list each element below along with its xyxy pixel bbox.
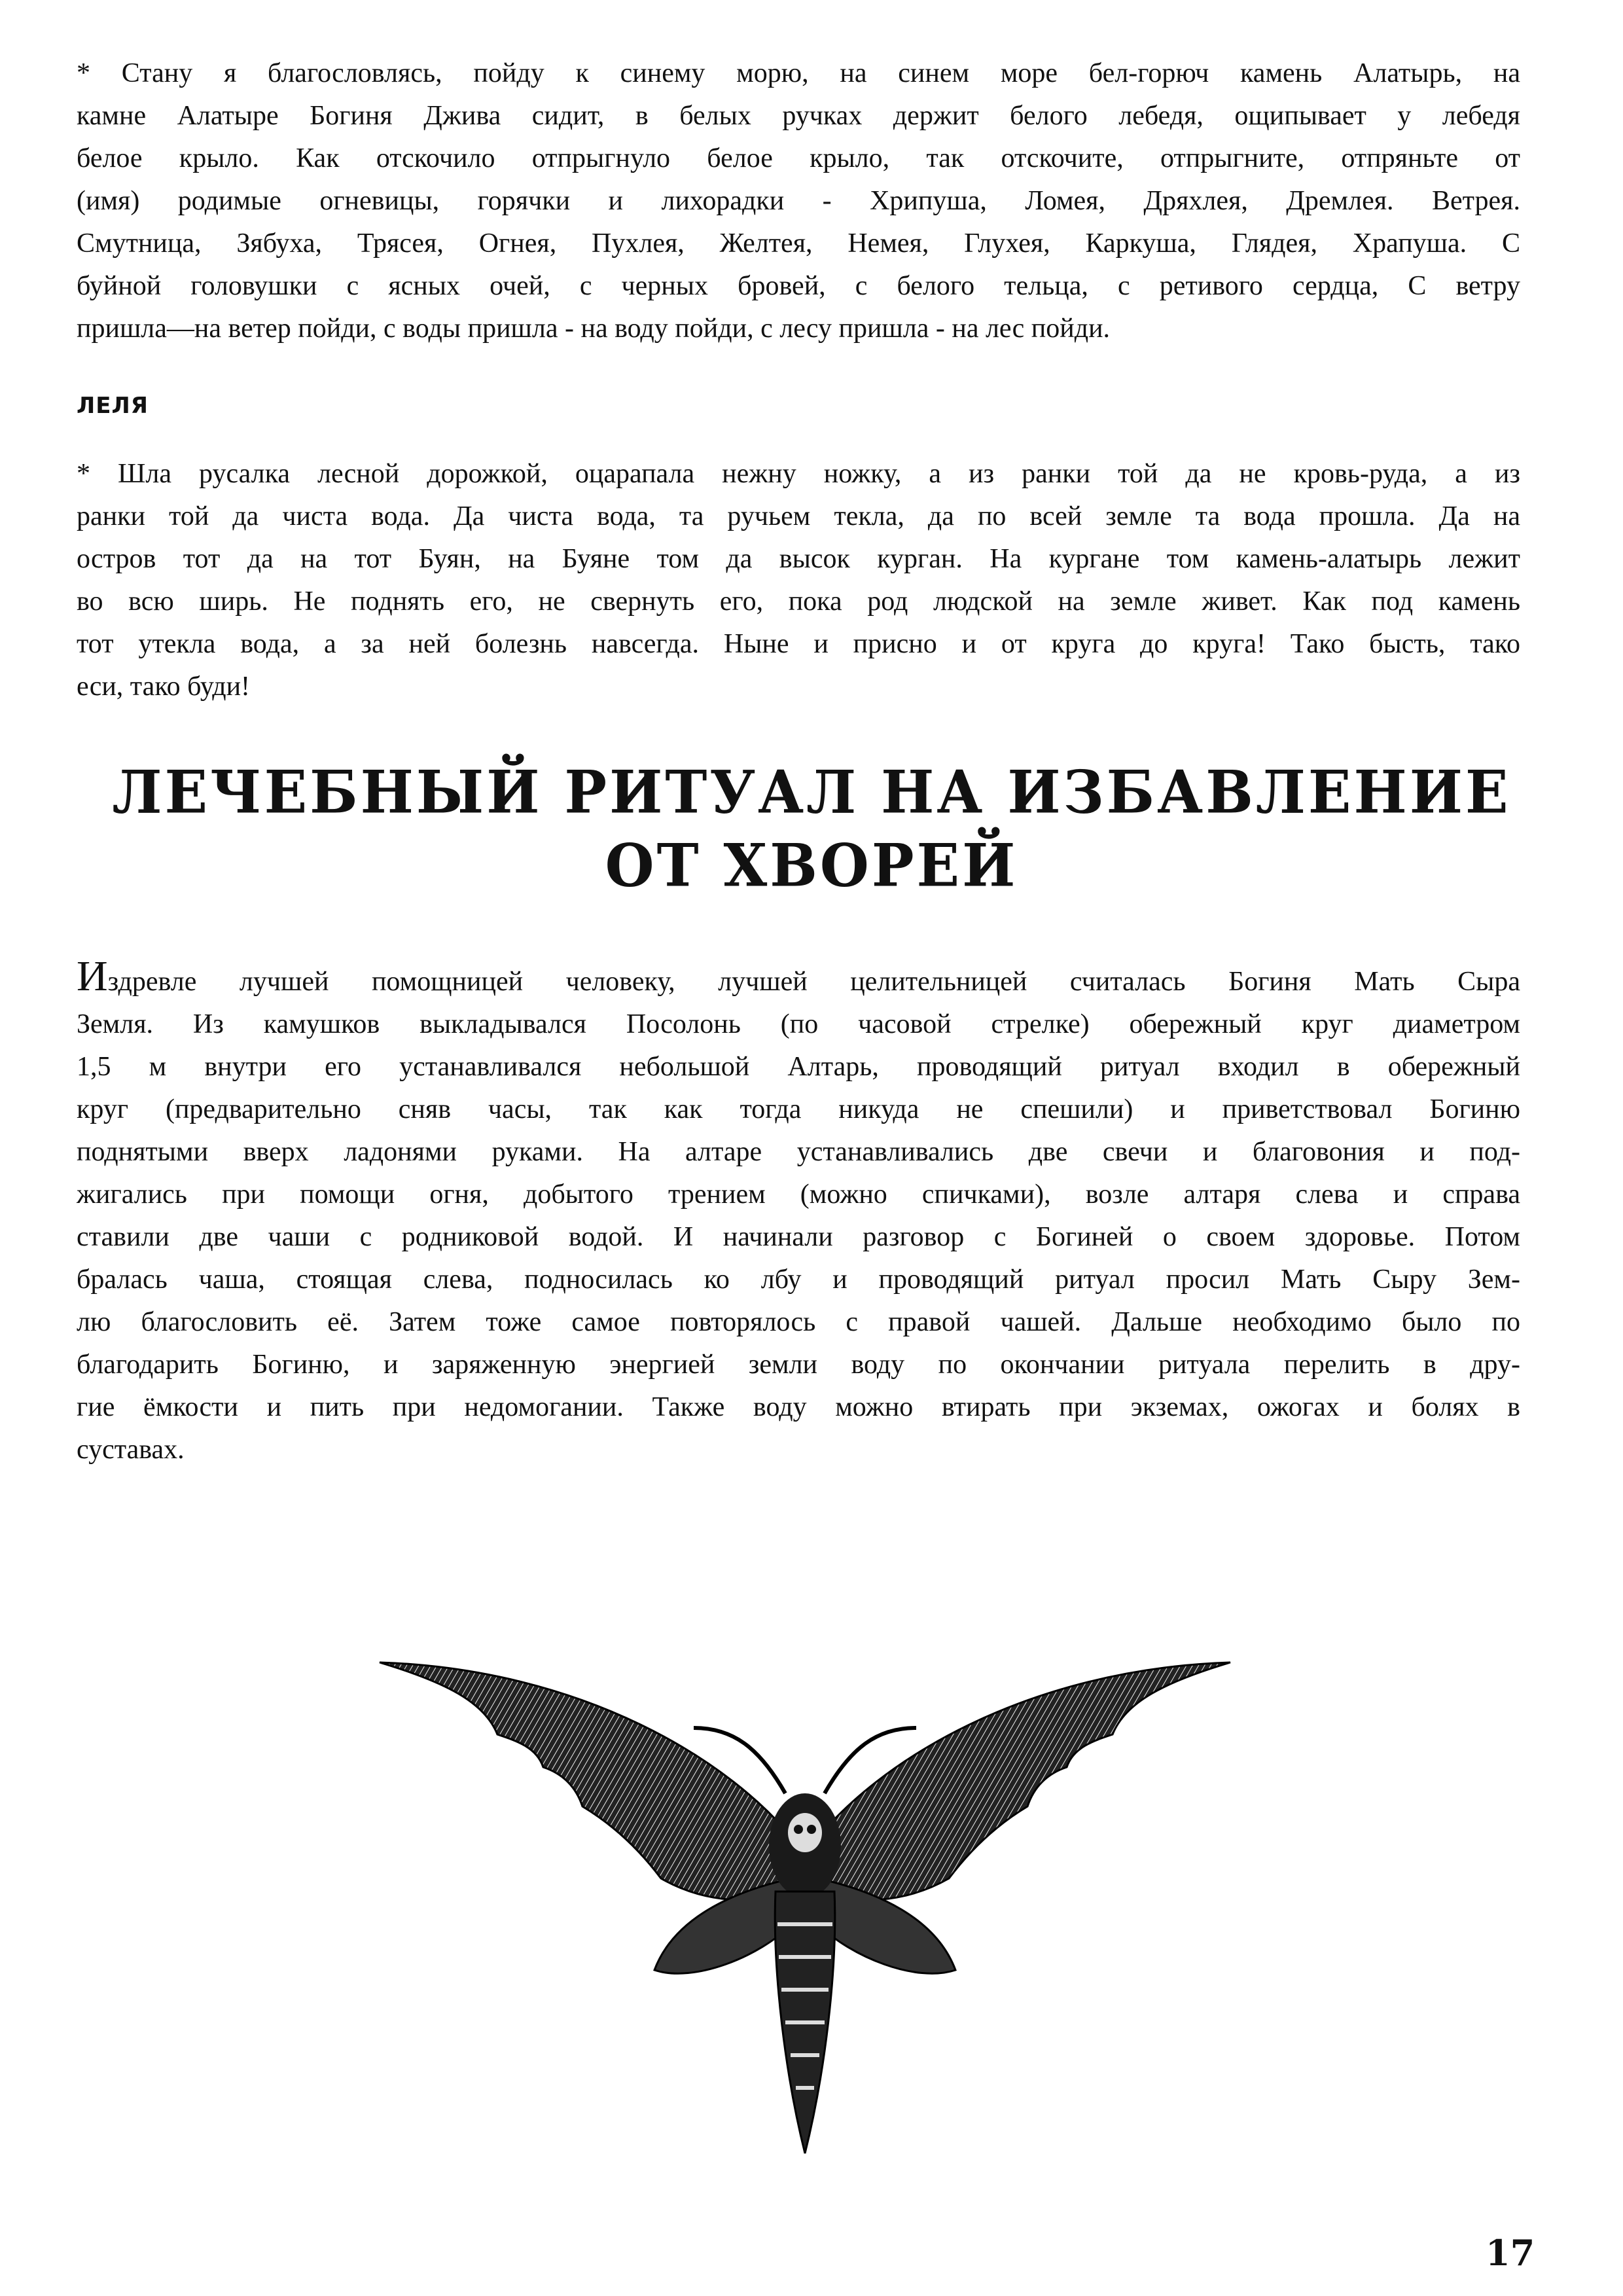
text-line: гие ёмкости и пить при недомогании. Также воду можно втирать при экземах, ожогах и болях в <box>77 1392 1520 1422</box>
text-line-first <box>77 952 1520 1003</box>
text-line: пришла—на ветер пойди, с воды пришла - на воду пойди, с лесу пришла - на лес пойди. <box>77 314 1111 344</box>
spell-paragraph-1 <box>77 52 1520 350</box>
text-line: (имя) родимые огневицы, горячки и лихорадки - Хрипуша, Ломея, Дряхлея, Дремлея. Ветрея. <box>77 186 1520 216</box>
text-line: жигались при помощи огня, добытого трением (можно спичками), возле алтаря слева и справа <box>77 1179 1520 1210</box>
text-line: поднятыми вверх ладонями руками. На алтаре устанавливались две свечи и благовония и под- <box>77 1137 1520 1167</box>
text-line: еси, тако буди! <box>77 672 251 702</box>
chapter-heading-line-1: ЛЕЧЕБНЫЙ РИТУАЛ НА ИЗБАВЛЕНИЕ <box>112 757 1511 827</box>
lelya-paragraph <box>77 453 1520 708</box>
section-title-lelya: ЛЕЛЯ <box>77 393 149 419</box>
text-line: камне Алатыре Богиня Джива сидит, в белых ручках держит белого лебедя, ощипывает у лебедя <box>77 101 1520 131</box>
text-line: буйной головушки с ясных очей, с черных бровей, с белого тельца, с ретивого сердца, С ветру <box>77 271 1520 301</box>
text-line: остров тот да на тот Буян, на Буяне том да высок курган. На кургане том камень-алатырь лежит <box>77 544 1520 574</box>
first-line-text: здревле лучшей помощницей человеку, лучшей целительницей считалась Богиня Мать Сыра <box>107 967 1520 997</box>
drop-cap: И <box>77 952 108 1000</box>
text-line: ставили две чаши с родниковой водой. И начинали разговор с Богиней о своем здоровье. Потом <box>77 1222 1520 1252</box>
text-line: благодарить Богиню, и заряженную энергией земли воду по окончании ритуала перелить в дру- <box>77 1350 1520 1380</box>
text-line: 1,5 м внутри его устанавливался небольшой Алтарь, проводящий ритуал входил в обережный <box>77 1052 1520 1082</box>
text-line: тот утекла вода, а за ней болезнь навсегда. Ныне и присно и от круга до круга! Тако бысть, тако <box>77 629 1520 659</box>
text-line: суставах. <box>77 1435 185 1465</box>
page-number: 17 <box>1486 2232 1535 2274</box>
text-line: ранки той да чиста вода. Да чиста вода, та ручьем текла, да по всей земле та вода прошла. Да на <box>77 501 1520 531</box>
text-line: Смутница, Зябуха, Трясея, Огнея, Пухлея, Желтея, Немея, Глухея, Каркуша, Глядея, Храпуша. С <box>77 228 1520 259</box>
moth-illustration <box>366 1630 1243 2166</box>
text-line: * Стану я благословлясь, пойду к синему морю, на синем море бел-горюч камень Алатырь, на <box>77 58 1520 88</box>
text-line: во всю ширь. Не поднять его, не свернуть его, пока род людской на земле живет. Как под камень <box>77 586 1520 617</box>
chapter-heading-line-2: ОТ ХВОРЕЙ <box>605 831 1018 901</box>
text-line: * Шла русалка лесной дорожкой, оцарапала нежну ножку, а из ранки той да не кровь-руда, а из <box>77 459 1520 489</box>
text-line: круг (предварительно сняв часы, так как тогда никуда не спешили) и приветствовал Богиню <box>77 1094 1520 1124</box>
text-line: бралась чаша, стоящая слева, подносилась ко лбу и проводящий ритуал просил Мать Сыру Зем- <box>77 1265 1520 1295</box>
text-line: лю благословить её. Затем тоже самое повторялось с правой чашей. Дальше необходимо было по <box>77 1307 1520 1337</box>
ritual-paragraph <box>77 952 1520 1471</box>
text-line: Земля. Из камушков выкладывался Посолонь (по часовой стрелке) обережный круг диаметром <box>77 1009 1520 1039</box>
text-line: белое крыло. Как отскочило отпрыгнуло белое крыло, так отскочите, отпрыгните, отпряньте от <box>77 143 1520 173</box>
